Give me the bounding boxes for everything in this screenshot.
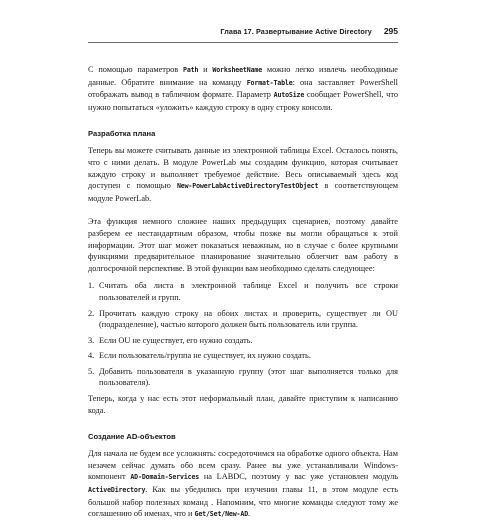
list-item-number: 5. xyxy=(88,366,95,376)
paragraph-gap xyxy=(88,204,398,216)
text-run: на LABDC, поэтому у вас уже установлен модуль xyxy=(199,472,398,482)
list-item xyxy=(88,308,398,331)
list-item-text: Если OU не существует, его нужно создать. xyxy=(99,335,253,345)
plan-paragraph-1 xyxy=(88,145,398,204)
text-run: . Как вы убедились при изучении главы 11, в этом модуле есть большой набор полезных команд . Напомним, что многие команды следуют тому же соглашению об именах, что и xyxy=(88,485,398,519)
plan-paragraph-3: Теперь, когда у нас есть этот неформальный план, давайте приступим к написанию кода. xyxy=(88,394,398,415)
list-item-text: Добавить пользователя в указанную группу (этот шаг выполняется только для пользователя). xyxy=(99,366,398,388)
text-run: : она заставляет PowerShell отображать вывод в табличном формате. Параметр xyxy=(88,77,398,100)
list-item xyxy=(88,280,398,303)
inline-code: Format-Table xyxy=(246,78,293,87)
plan-paragraph-2: Эта функция немного сложнее наших предыдущих сценариев, поэтому давайте разберем ее нестандартным образом, чтобы позже вы могли обращаться к этой информации. Этот шаг может показаться неважным, но в случае с более крупными функциями предварительное планирование значительно облегчит вам работу в долгосрочной перспективе. В этой функции вам необходимо сделать следующее: xyxy=(88,217,398,273)
list-item-text: Если пользователь/группа не существует, их нужно создать. xyxy=(99,351,311,361)
text-run: в соответствующем модуле PowerLab. xyxy=(88,181,399,203)
list-item xyxy=(88,335,398,347)
inline-code: AD-Domain-Services xyxy=(130,473,200,482)
inline-code: Get/Set/New-AD xyxy=(194,510,249,519)
inline-code: WorksheetName xyxy=(212,66,263,74)
create-ad-paragraph xyxy=(88,448,398,521)
inline-code: AutoSize xyxy=(273,91,305,100)
section-heading-plan: Разработка плана xyxy=(88,129,156,139)
list-item xyxy=(88,350,398,362)
plan-steps-list xyxy=(88,280,398,389)
inline-code: New-PowerLabActiveDirectoryTestObject xyxy=(176,182,319,191)
section-heading-create-ad-objects: Создание AD-объектов xyxy=(88,432,176,442)
list-item-number: 4. xyxy=(88,351,95,361)
list-item-number: 2. xyxy=(88,308,95,318)
text-run: Теперь вы можете считывать данные из электронной таблицы Excel. Осталось понять, что с ними делать. В модуле PowerLab мы создадим функцию, которая считывает каждую строку и выполняет требуемое действие. Весь описываемый здесь код доступен с помощью xyxy=(88,146,398,191)
intro-paragraph xyxy=(88,64,398,113)
list-item xyxy=(88,366,398,389)
text-run: С помощью параметров xyxy=(88,65,184,74)
running-header xyxy=(88,26,398,38)
list-item-text: Прочитать каждую строку на обоих листах и проверить, существует ли OU (подразделение), частью которого должен быть пользователь или группа. xyxy=(99,308,398,330)
list-item-number: 3. xyxy=(88,335,95,345)
text-run: можно легко извлечь необходимые данные. Обратите внимание на команду xyxy=(88,65,398,87)
text-run: и xyxy=(198,65,213,74)
page-number: 295 xyxy=(383,26,398,36)
text-run: . xyxy=(248,509,251,519)
list-item-number: 1. xyxy=(88,281,95,291)
running-title: Глава 17. Развертывание Active Directory xyxy=(220,27,372,36)
list-item-text: Считать оба листа в электронной таблице Excel и получить все строки пользователей и групп. xyxy=(99,281,398,302)
header-rule xyxy=(88,42,398,43)
inline-code: Path xyxy=(183,66,199,74)
text-run: сообщает PowerShell, что нужно попытаться «уложить» каждую строку в одну строку консоли. xyxy=(88,90,398,112)
inline-code: ActiveDirectory xyxy=(88,486,146,495)
text-run: Для начала не будем все усложнять: сосредоточимся на обработке одного объекта. Нам незачем сейчас думать обо всем сразу. Ранее вы уже устанавливали Windows-компонент xyxy=(88,449,398,482)
book-page xyxy=(88,26,398,521)
